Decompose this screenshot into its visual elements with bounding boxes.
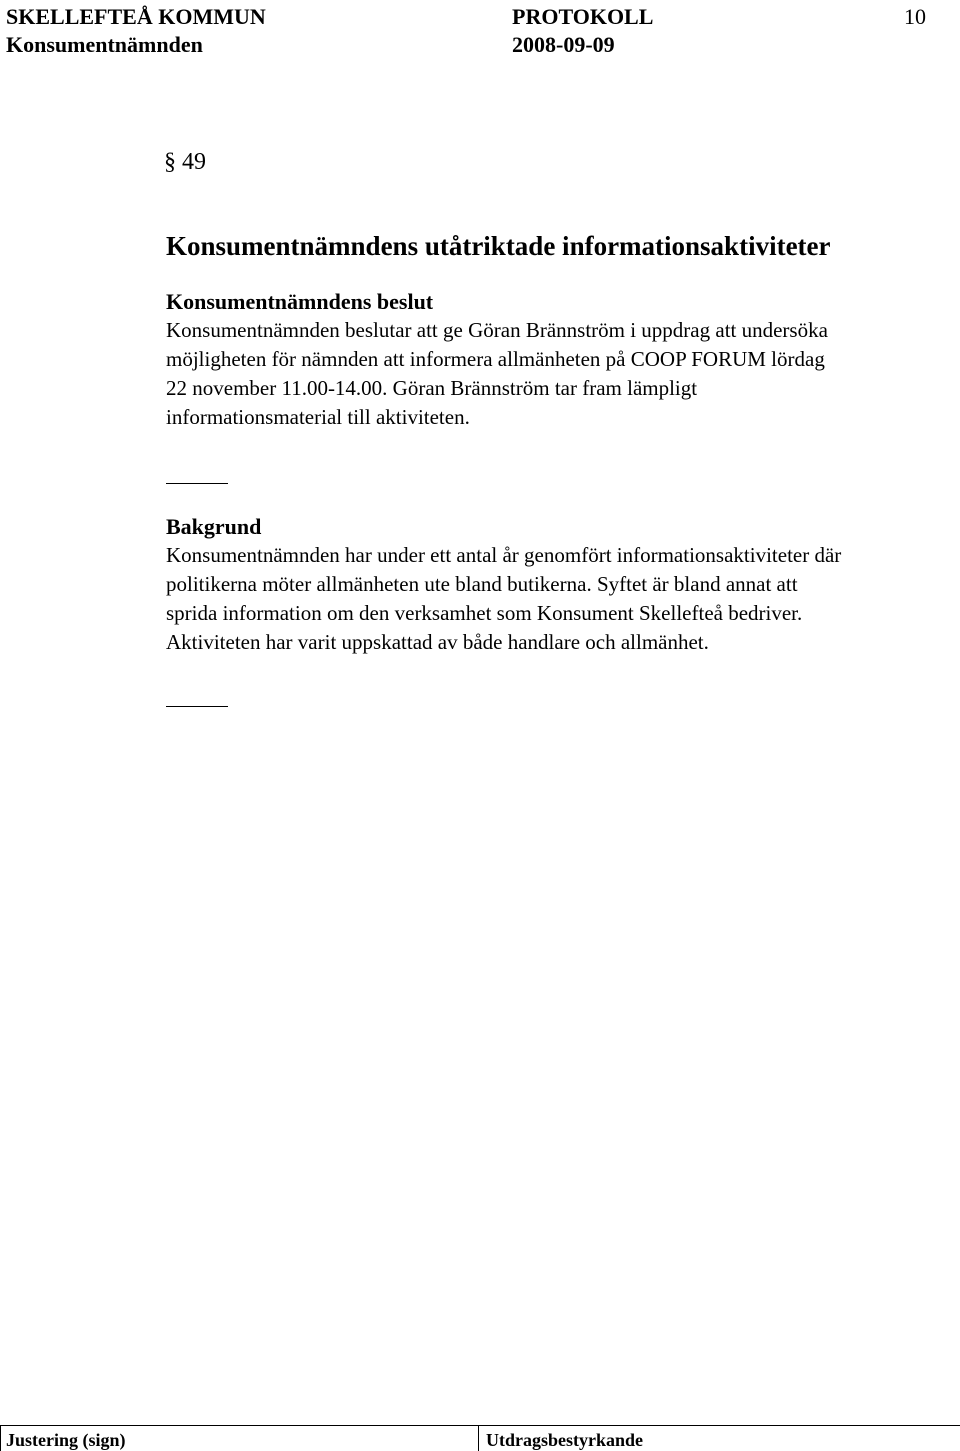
background-line: politikerna möter allmänheten ute bland butikerna. Syftet är bland annat att (166, 572, 798, 596)
footer-certification-label: Utdragsbestyrkande (486, 1430, 644, 1450)
section-number-value: 49 (182, 149, 206, 175)
decision-block (166, 287, 956, 432)
background-line: Aktiviteten har varit uppskattad av både handlare och allmänhet. (166, 630, 709, 654)
background-line: sprida information om den verksamhet som Konsument Skellefteå bedriver. (166, 601, 803, 625)
decision-line: Konsumentnämnden beslutar att ge Göran Brännström i uppdrag att undersöka (166, 318, 828, 342)
separator-line (166, 483, 228, 484)
section-number (164, 147, 206, 177)
background-heading: Bakgrund (166, 514, 262, 539)
footer-cell-border (478, 1425, 479, 1451)
paragraph-symbol: § (164, 149, 176, 175)
separator-line (166, 706, 228, 707)
background-line: Konsumentnämnden har under ett antal år genomfört informationsaktiviteter där (166, 543, 842, 567)
header-date: 2008-09-09 (512, 32, 615, 57)
header-organization: SKELLEFTEÅ KOMMUN (6, 4, 266, 29)
decision-line: 22 november 11.00-14.00. Göran Brännström tar fram lämpligt (166, 376, 698, 400)
decision-line: möjligheten för nämnden att informera allmänheten på COOP FORUM lördag (166, 347, 825, 371)
background-block (166, 512, 956, 657)
page-number: 10 (904, 4, 926, 29)
header-committee: Konsumentnämnden (6, 32, 203, 57)
page-title: Konsumentnämndens utåtriktade informationsaktiviteter (166, 231, 831, 261)
header-document-type: PROTOKOLL (512, 4, 654, 29)
decision-line: informationsmaterial till aktiviteten. (166, 405, 470, 429)
footer-cell-border (0, 1425, 1, 1451)
footer-signature-label: Justering (sign) (6, 1430, 126, 1450)
footer-rule (0, 1425, 960, 1426)
decision-heading: Konsumentnämndens beslut (166, 289, 434, 314)
